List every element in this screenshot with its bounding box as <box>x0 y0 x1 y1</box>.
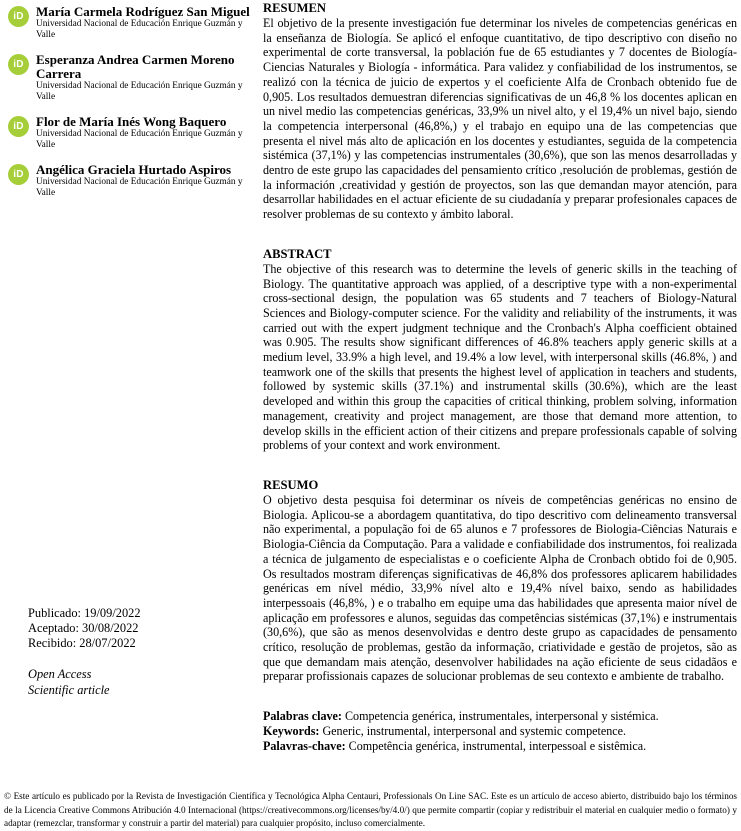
author-entry <box>8 5 262 41</box>
resumen-heading: RESUMEN <box>263 1 326 15</box>
orcid-icon[interactable]: iD <box>8 54 29 75</box>
orcid-icon[interactable]: iD <box>8 164 29 185</box>
author-entry <box>8 53 262 103</box>
resumo-text: O objetivo desta pesquisa foi determinar os níveis de competências genéricas no ensino de Biologia. Aplicou-se a abordagem quantitativa, do tipo descritivo com delineamento transversal não experimental, a população foi de 65 alunos e 7 professores de Biologia-Ciências Naturais e Biologia-Ciência da Computação. Para a validade e confiabilidade dos instrumentos, foi realizada a técnica de julgamento de especialistas e o coeficiente Alpha de Cronbach obtido foi de 0,905. Os resultados mostram diferenças significativas de 46,8% dos professores aplicarem habilidades genéricas em nível médio, 33,9% nível alto e 19,4% nível baixo, sendo as habilidades interpessoais (46,8%, ) e o trabalho em equipe uma das habilidades que apresenta maior nível de aplicação em professores e alunos, seguidas das competências sistémicas (37,1%) e instrumentais (30,6%), que são as menos desenvolvidas e dentro deste grupo as capacidades de pensamento crítico, resolução de problemas, gestão da informação, criatividade e gestão de projetos, são as que que demandam mais atenção, desenvolver habilidades na ação eficiente de seus cidadãos e preparar profissionais capazes de solucionar problemas de seu contexto e ambiente de trabalho. <box>263 492 737 684</box>
keywords-es-text: Competencia genérica, instrumentales, interpersonal y sistémica. <box>344 709 659 724</box>
section-abstract <box>263 247 737 453</box>
keywords-pt-text: Competência genérica, instrumental, interpessoal e sistêmica. <box>348 739 647 754</box>
accepted-date: Aceptado: 30/08/2022 <box>28 621 139 635</box>
author-entry <box>8 115 262 151</box>
author-name: María Carmela Rodríguez San Miguel <box>36 4 250 19</box>
author-name: Esperanza Andrea Carmen Moreno Carrera <box>36 52 235 81</box>
keywords-en-line <box>263 724 737 739</box>
author-name: Angélica Graciela Hurtado Aspiros <box>36 162 232 177</box>
keywords-en-text: Generic, instrumental, interpersonal and systemic competence. <box>322 724 627 739</box>
keywords-pt-label: Palavras-chave: <box>263 739 346 754</box>
author-text <box>36 53 262 103</box>
section-resumo <box>263 478 737 684</box>
abstract-heading: ABSTRACT <box>263 246 332 261</box>
scientific-article-label: Scientific article <box>28 683 110 697</box>
author-affiliation: Universidad Nacional de Educación Enrique Guzmán y Valle <box>36 129 243 150</box>
published-date: Publicado: 19/09/2022 <box>28 606 141 620</box>
author-text <box>36 115 262 151</box>
author-text <box>36 163 262 199</box>
resumen-text: El objetivo de la presente investigación fue determinar los niveles de competencias genéricas en la enseñanza de Biología. Se aplicó el enfoque cuantitativo, de tipo descriptivo con diseño no experimental de corte transversal, la población fue de 65 estudiantes y 7 docentes de Biología-Ciencias Naturales y Biología - informática. Para validez y confiabilidad de los instrumentos, se realizó con la técnica de juicio de expertos y el coeficiente Alfa de Cronbach obtenido fue de 0,905. Los resultados demuestran diferencias significativas de un 46,8 % los docentes aplican en un nivel medio las competencias genéricas, 33,9% un nivel alto, y el 19,4% un nivel bajo, siendo la competencia interpersonal (46,8%,) y el trabajo en equipo una de las competencias que presenta el nivel más alto de aplicación en los docentes y estudiantes, seguida de la competencia sistémica (37,1%) y las competencias instrumentales (30,6%), que son las menos desarrolladas y dentro de este grupo las capacidades del pensamiento crítico ,resolución de problemas, gestión de la información ,creatividad y gestión de proyectos, son las que demandan mayor atención, para desarrollar habilidades en el actuar eficiente de su ciudadanía y preparar profesionales capaces de resolver problemas de su contexto y ámbito laboral. <box>263 16 737 222</box>
author-list <box>8 5 262 211</box>
author-affiliation: Universidad Nacional de Educación Enrique Guzmán y Valle <box>36 19 243 40</box>
author-affiliation: Universidad Nacional de Educación Enrique Guzmán y Valle <box>36 177 243 198</box>
author-entry <box>8 163 262 199</box>
author-text <box>36 5 262 41</box>
orcid-icon[interactable]: iD <box>8 6 29 27</box>
keywords-block <box>263 709 737 754</box>
keywords-pt-line <box>263 739 737 754</box>
open-access-label: Open Access <box>28 667 92 681</box>
received-date: Recibido: 28/07/2022 <box>28 636 136 650</box>
keywords-en-label: Keywords: <box>263 724 320 739</box>
keywords-es-line <box>263 709 737 724</box>
article-meta <box>28 606 248 698</box>
author-name: Flor de María Inés Wong Baquero <box>36 114 227 129</box>
author-affiliation: Universidad Nacional de Educación Enrique Guzmán y Valle <box>36 81 243 102</box>
license-notice: © Este artículo es publicado por la Revista de Investigación Científica y Tecnológica Alpha Centauri, Professionals On Line SAC. Este es un artículo de acceso abierto, distribuido bajo los términos de la Licencia Creative Commons Atribución 4.0 Internacional (https://creativecommons.org/licenses/by/4.0/) que permite compartir (copiar y redistribuir el material en cualquier medio o formato) y adaptar (remezclar, transformar y construir a partir del material) para cualquier propósito, incluso comercialmente. <box>4 791 737 829</box>
article-type <box>28 666 248 698</box>
section-resumen <box>263 1 737 222</box>
keywords-es-label: Palabras clave: <box>263 709 342 724</box>
abstract-text: The objective of this research was to determine the levels of generic skills in the teaching of Biology. The quantitative approach was applied, of a descriptive type with a non-experimental cross-sectional design, the population was 65 students and 7 teachers of Biology-Natural Sciences and Biology-computer science. For the validity and reliability of the instruments, it was carried out with the expert judgment technique and the Cronbach's Alpha coefficient obtained was 0.905. The results show significant differences of 46.8% teachers apply generic skills at a medium level, 33.9% a high level, and 19.4% a low level, with interpersonal skills (46.8%, ) and teamwork one of the skills that presents the highest level of application in teachers and students, followed by systemic skills (37.1%) and instrumental skills (30.6%), which are the least developed and within this group the capacities of critical thinking, problem solving, information management, creativity and project management, are those that demand more attention, to develop skills in the efficient action of their citizens and prepare professionals capable of solving problems of your context and work environment. <box>263 261 737 453</box>
abstracts-column <box>263 1 737 754</box>
resumo-heading: RESUMO <box>263 477 319 492</box>
orcid-icon[interactable]: iD <box>8 116 29 137</box>
